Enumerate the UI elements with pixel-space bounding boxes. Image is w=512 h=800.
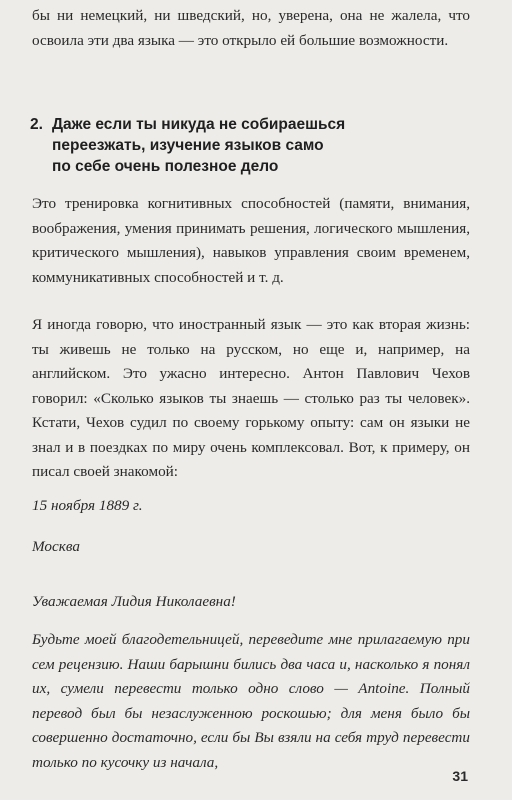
letter-body: Будьте моей благодетельницей, переведите мне прилагаемую при сем рецензию. Наши барышни бились два часа и, насколько я понял их, сумели перевести только одно слово — Antoine. Полный перевод был бы незаслуженною роскошью; для меня было бы совершенно достаточно, если бы Вы взяли на себя труд перевести только по кусочку из начала, — [32, 631, 470, 771]
heading-line-1: Даже если ты никуда не собираешься — [52, 116, 346, 133]
paragraph-chekhov: Я иногда говорю, что иностранный язык — это как вторая жизнь: ты живешь не только на русском, но еще и, например, на английском. Это ужасно интересно. Антон Павлович Чехов говорил: «Сколько языков ты знаешь — столько раз ты человек». Кстати, Чехов судил по своему горькому опыту: сам он языки не знал и в поездках по миру очень комплексовал. Вот, к примеру, он писал своей знакомой: — [32, 316, 470, 480]
letter-city: Москва — [32, 538, 80, 555]
letter-greeting: Уважаемая Лидия Николаевна! — [32, 593, 236, 610]
intro-paragraph: бы ни немецкий, ни шведский, но, уверена, она не жалела, что освоила эти два языка — это открыло ей большие возможности. — [32, 7, 470, 49]
letter-date: 15 ноября 1889 г. — [32, 497, 143, 514]
page-number: 31 — [452, 768, 468, 784]
heading-line-2: переезжать, изучение языков само — [52, 137, 324, 154]
paragraph-cognitive: Это тренировка когнитивных способностей (памяти, внимания, воображения, умения принимать решения, логического мышления, критического мышления), навыков управления своим временем, коммуникативных способностей и т. д. — [32, 195, 470, 286]
heading-line-3: по себе очень полезное дело — [52, 158, 279, 175]
section-number: 2. — [30, 116, 43, 133]
section-heading — [30, 114, 450, 177]
